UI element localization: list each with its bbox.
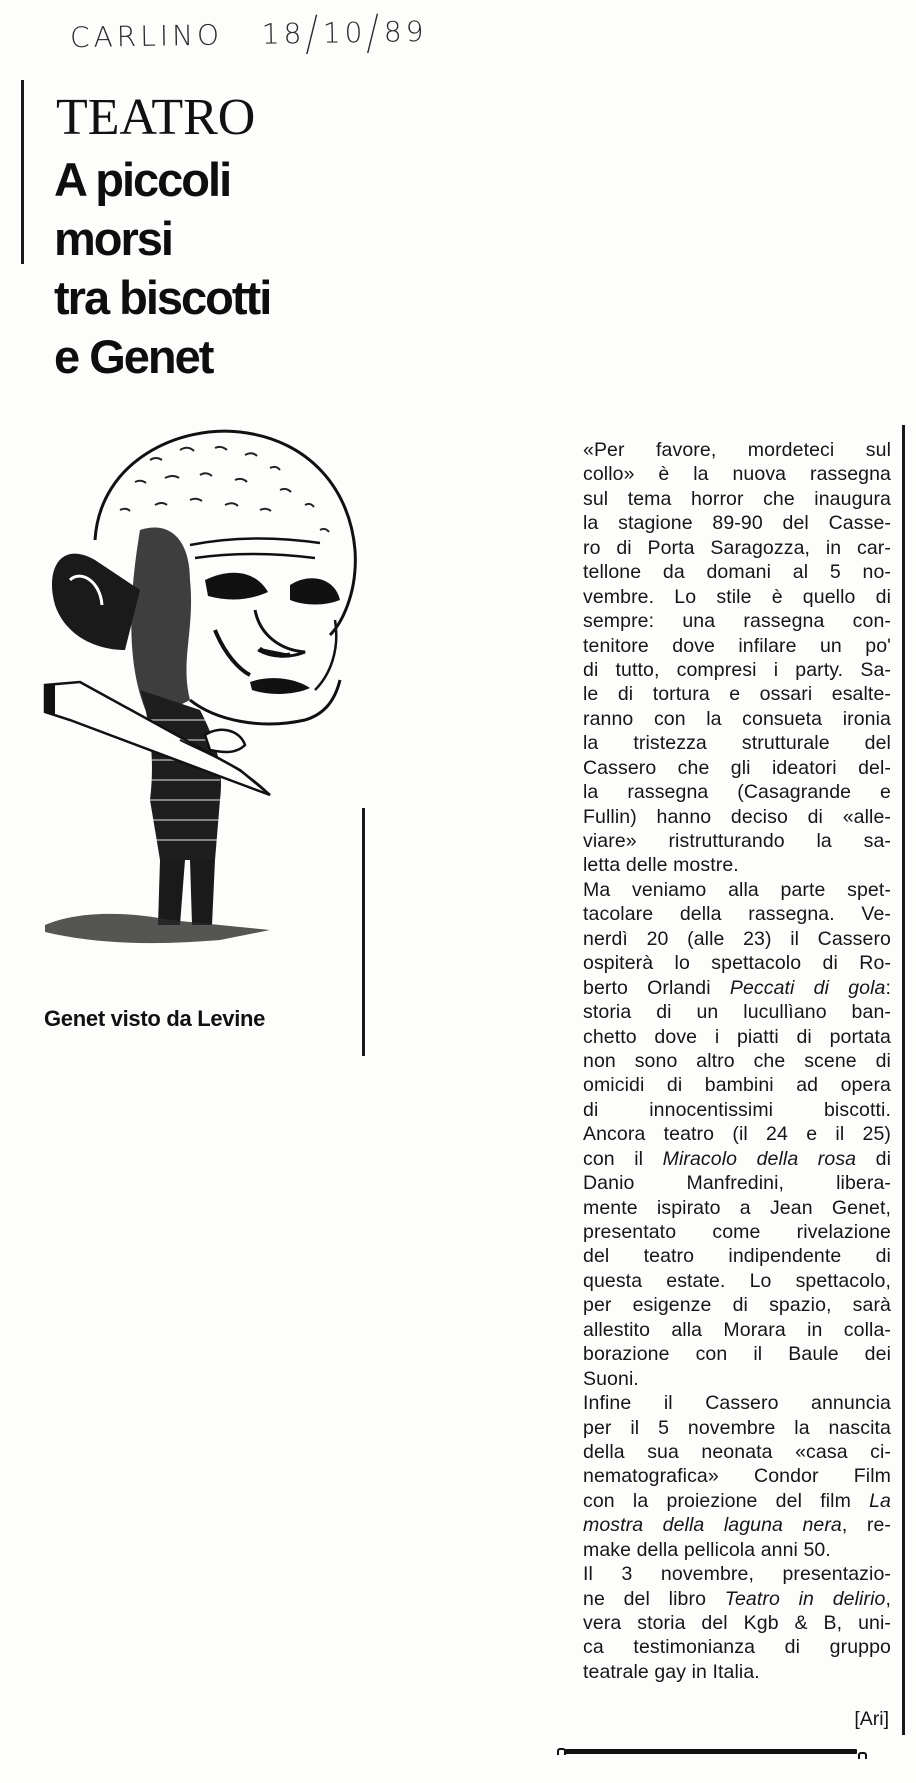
section-kicker: TEATRO bbox=[56, 89, 256, 146]
body-text: Infine il Cassero annuncia bbox=[583, 1392, 891, 1415]
body-text: questa estate. Lo spettacolo, bbox=[583, 1269, 891, 1292]
date-separator: / bbox=[305, 5, 323, 62]
body-text: Ma veniamo alla parte spet- bbox=[583, 878, 891, 901]
body-text-line bbox=[583, 1611, 891, 1635]
body-text: per il 5 novembre la nascita bbox=[583, 1416, 891, 1439]
article-end-rule bbox=[565, 1749, 857, 1754]
body-text-line bbox=[583, 1318, 891, 1342]
body-text: allestito alla Morara in colla- bbox=[583, 1318, 891, 1341]
body-text: borazione con il Baule dei bbox=[583, 1343, 891, 1366]
body-text-line bbox=[583, 1220, 891, 1244]
right-column-rule bbox=[902, 425, 905, 1735]
italic-title: mostra della laguna nera bbox=[583, 1514, 842, 1537]
body-text-line bbox=[583, 511, 891, 535]
body-text-line bbox=[583, 1587, 891, 1611]
body-text: viare» ristrutturando la sa- bbox=[583, 830, 891, 852]
body-text: , re- bbox=[841, 1514, 891, 1537]
body-text-line bbox=[583, 682, 891, 706]
body-text-line bbox=[583, 1513, 891, 1537]
body-text: ospiterà lo spettacolo di Ro- bbox=[583, 952, 891, 975]
date-day: 18 bbox=[261, 17, 306, 51]
body-text-line bbox=[583, 780, 891, 804]
body-text: nerdì 20 (alle 23) il Cassero bbox=[583, 927, 891, 950]
body-text: la rassegna (Casagrande e bbox=[583, 781, 891, 804]
body-text-line bbox=[583, 560, 891, 584]
headline-line: A piccoli bbox=[54, 153, 231, 206]
body-text-line bbox=[583, 634, 891, 658]
body-text-line bbox=[583, 976, 891, 1000]
body-text-line bbox=[583, 1196, 891, 1220]
body-text-line bbox=[583, 1147, 891, 1171]
handwritten-source-annotation bbox=[69, 4, 428, 62]
headline-line: morsi bbox=[54, 212, 172, 265]
body-text: Ancora teatro (il 24 e il 25) bbox=[583, 1123, 891, 1146]
body-text-line bbox=[583, 1562, 891, 1586]
body-text-line bbox=[583, 1000, 891, 1024]
rule-end-mark bbox=[858, 1752, 867, 1759]
body-text: sul tema horror che inaugura bbox=[583, 487, 891, 510]
body-text: chetto dove i piatti di portata bbox=[583, 1025, 891, 1048]
body-text-line bbox=[583, 1098, 891, 1122]
body-text: ne del libro bbox=[583, 1587, 725, 1610]
body-text: omicidi di bambini ad opera bbox=[583, 1074, 891, 1097]
body-text-line bbox=[583, 927, 891, 951]
body-text: letta delle mostre. bbox=[583, 854, 739, 877]
body-text-line bbox=[583, 438, 891, 462]
body-text: tacolare della rassegna. Ve- bbox=[583, 903, 891, 926]
body-text: non sono altro che scene di bbox=[583, 1049, 891, 1072]
body-text: le di tortura e ossari esalte- bbox=[583, 683, 891, 706]
body-text-line bbox=[583, 1440, 891, 1464]
body-text-line bbox=[583, 731, 891, 755]
body-text: per esigenze di spazio, sarà bbox=[583, 1294, 891, 1317]
body-text: sempre: una rassegna con- bbox=[583, 610, 891, 633]
body-text: make della pellicola anni 50. bbox=[583, 1538, 831, 1561]
body-text: , bbox=[885, 1587, 891, 1610]
body-text: tellone da domani al 5 no- bbox=[583, 561, 891, 584]
body-text-line bbox=[583, 1244, 891, 1268]
body-text: berto Orlandi bbox=[583, 976, 730, 999]
body-text-line bbox=[583, 487, 891, 511]
body-text: collo» è la nuova rassegna bbox=[583, 463, 891, 486]
body-text-line bbox=[583, 536, 891, 560]
body-text: vembre. Lo stile è quello di bbox=[583, 585, 891, 608]
date-month: 10 bbox=[322, 15, 367, 50]
body-text-line bbox=[583, 1122, 891, 1146]
italic-title: La bbox=[869, 1489, 891, 1512]
body-text-line bbox=[583, 1293, 891, 1317]
body-text-line bbox=[583, 658, 891, 682]
body-text-line bbox=[583, 1025, 891, 1049]
body-text: la stagione 89-90 del Casse- bbox=[583, 512, 891, 535]
body-text-line bbox=[583, 585, 891, 609]
body-text-line bbox=[583, 805, 891, 829]
body-text-line bbox=[583, 1342, 891, 1366]
date-separator: / bbox=[366, 4, 384, 61]
body-text-line bbox=[583, 609, 891, 633]
body-text: Fullin) hanno deciso di «alle- bbox=[583, 805, 891, 828]
body-text-line bbox=[583, 1635, 891, 1659]
body-text-line bbox=[583, 951, 891, 975]
body-text-line bbox=[583, 1660, 891, 1684]
body-text: mente ispirato a Jean Genet, bbox=[583, 1196, 891, 1219]
illustration-caption: Genet visto da Levine bbox=[44, 1006, 266, 1031]
body-text-line bbox=[583, 1269, 891, 1293]
body-text: presentato come rivelazione bbox=[583, 1221, 891, 1243]
body-text-line bbox=[583, 1367, 891, 1391]
body-text: Cassero che gli ideatori del- bbox=[583, 756, 891, 779]
body-text: ca testimonianza di gruppo bbox=[583, 1636, 891, 1659]
body-text: della sua neonata «casa ci- bbox=[583, 1440, 891, 1463]
body-text-line bbox=[583, 462, 891, 486]
body-text: tenitore dove infilare un po' bbox=[583, 634, 891, 657]
body-text-line bbox=[583, 829, 891, 853]
body-text: vera storia del Kgb & B, uni- bbox=[583, 1612, 891, 1634]
body-text-line bbox=[583, 878, 891, 902]
date-year: 89 bbox=[383, 14, 428, 49]
body-text-line bbox=[583, 756, 891, 780]
body-text: con il bbox=[583, 1147, 663, 1170]
left-column-rule bbox=[21, 80, 24, 264]
body-text-line bbox=[583, 1464, 891, 1488]
body-text-line bbox=[583, 1416, 891, 1440]
body-text: di innocentissimi biscotti. bbox=[583, 1098, 891, 1121]
body-text: di bbox=[856, 1147, 891, 1170]
body-text-line bbox=[583, 853, 891, 877]
source-name: CARLINO bbox=[69, 18, 224, 55]
body-text-line bbox=[583, 1171, 891, 1195]
body-text-line bbox=[583, 1049, 891, 1073]
headline bbox=[54, 150, 270, 386]
body-text: «Per favore, mordeteci sul bbox=[583, 439, 891, 461]
body-text: Danio Manfredini, libera- bbox=[583, 1172, 891, 1195]
illustration-column-rule bbox=[362, 808, 365, 1056]
body-text-line bbox=[583, 707, 891, 731]
body-text: Suoni. bbox=[583, 1367, 639, 1390]
italic-title: Miracolo della rosa bbox=[662, 1147, 857, 1170]
body-text-line bbox=[583, 1391, 891, 1415]
italic-title: Teatro in delirio bbox=[724, 1587, 886, 1610]
body-text: ranno con la consueta ironia bbox=[583, 707, 891, 730]
body-text: : bbox=[885, 976, 891, 999]
genet-caricature-drawing bbox=[40, 420, 360, 995]
body-text: con la proiezione del film bbox=[583, 1489, 870, 1512]
body-text-line bbox=[583, 1489, 891, 1513]
author-signature: [Ari] bbox=[854, 1708, 889, 1730]
rule-end-mark bbox=[557, 1748, 566, 1755]
body-text-line bbox=[583, 902, 891, 926]
body-text: ro di Porta Saragozza, in car- bbox=[583, 536, 891, 559]
body-text: Il 3 novembre, presentazio- bbox=[583, 1563, 891, 1586]
italic-title: Peccati di gola bbox=[729, 976, 886, 999]
body-text: del teatro indipendente di bbox=[583, 1245, 891, 1268]
headline-line: tra biscotti bbox=[54, 271, 271, 324]
caricature-illustration bbox=[40, 420, 360, 995]
body-text-line bbox=[583, 1073, 891, 1097]
headline-line: e Genet bbox=[54, 330, 213, 383]
body-text: di tutto, compresi i party. Sa- bbox=[583, 658, 891, 681]
body-text-line bbox=[583, 1538, 891, 1562]
body-text: teatrale gay in Italia. bbox=[583, 1660, 760, 1683]
body-text: storia di un lucullìano ban- bbox=[583, 1001, 891, 1024]
article-body bbox=[583, 438, 891, 1684]
body-text: la tristezza strutturale del bbox=[583, 732, 891, 755]
body-text: nematografica» Condor Film bbox=[583, 1465, 891, 1488]
